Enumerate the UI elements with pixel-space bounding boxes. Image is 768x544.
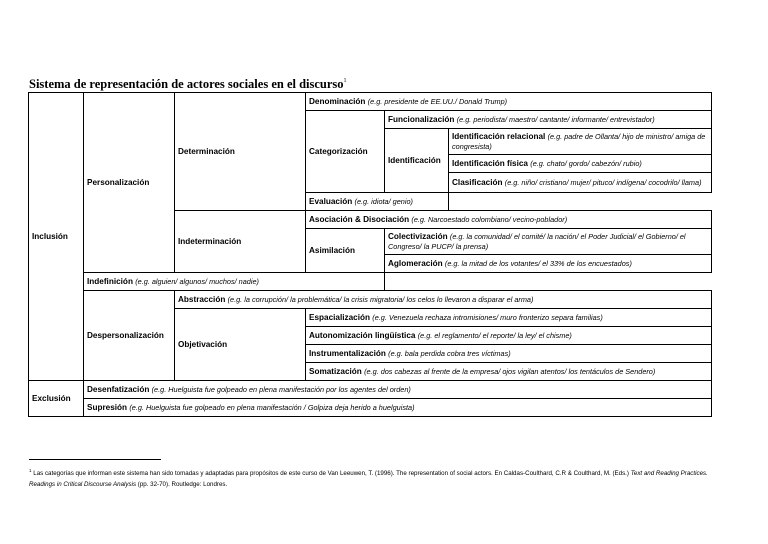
example: (e.g. Venezuela rechaza intromisiones/ muro fronterizo separa familias)	[372, 312, 603, 322]
cell-aglomeracion	[385, 255, 712, 273]
term: Somatización	[309, 366, 362, 376]
term: Indefinición	[87, 276, 133, 286]
example: (e.g. Huelguista fue golpeado en plena manifestación / Golpiza deja herido a huelguista)	[129, 402, 415, 412]
example: (e.g. presidente de EE.UU./ Donald Trump)	[367, 96, 508, 106]
term: Funcionalización	[388, 114, 455, 124]
term: Abstracción	[178, 294, 226, 304]
cell-indefinicion	[84, 273, 385, 291]
cell-denominacion	[306, 93, 712, 111]
cell-clasificacion	[449, 173, 712, 193]
cell-funcionalizacion	[385, 111, 712, 129]
title-text: Sistema de representación de actores sociales en el discurso	[29, 77, 344, 91]
term: Espacialización	[309, 312, 370, 322]
cell-instrumentalizacion	[306, 345, 712, 363]
example: (e.g. chato/ gordo/ cabezón/ rubio)	[530, 158, 642, 168]
cell-desenfatizacion	[84, 381, 712, 399]
cell-supresion	[84, 399, 712, 417]
example: (e.g. dos cabezas al frente de la empresa/ ojos vigilan atentos/ los tentáculos de Sendero)	[364, 366, 656, 376]
cell-espacializacion	[306, 309, 712, 327]
term: Evaluación	[309, 196, 353, 206]
footnote-text: Las categorías que informan este sistema han sido tomadas y adaptadas para propósitos de este curso de Van Leeuwen, T. (1996). The representation of social actors. En Caldas-Coulthard, C.R & Coulthard, M. (Eds.)	[33, 470, 629, 477]
footnote-rule	[29, 459, 161, 460]
example: (e.g. alguien/ algunos/ muchos/ nadie)	[135, 276, 259, 286]
cell-personalizacion: Personalización	[84, 93, 175, 273]
cell-asimilacion: Asimilación	[306, 229, 385, 273]
footnote-pages: (pp. 32-70). Routledge: Londres.	[137, 481, 228, 488]
example: (e.g. idiota/ genio)	[354, 196, 413, 206]
term: Instrumentalización	[309, 348, 386, 358]
term: Asociación & Disociación	[309, 214, 410, 224]
term: Aglomeración	[388, 258, 443, 268]
table-row	[29, 399, 712, 417]
example: (e.g. periodista/ maestro/ cantante/ informante/ entrevistador)	[456, 114, 655, 124]
title-footnote-mark: 1	[343, 78, 347, 84]
term: Denominación	[309, 96, 366, 106]
term: Autonomización lingüística	[309, 330, 416, 340]
example: (e.g. la comunidad/ el comité/ la nación/ el Poder Judicial/ el Gobierno/ el Congreso/ la PUCP/ la prensa)	[388, 231, 686, 251]
term: Supresión	[87, 402, 128, 412]
table-row	[29, 93, 712, 111]
cell-inclusion: Inclusión	[29, 93, 84, 381]
cell-asociacion	[306, 211, 712, 229]
cell-identificacion: Identificación	[385, 129, 449, 193]
term: Colectivización	[388, 231, 448, 241]
cell-despersonalizacion: Despersonalización	[84, 291, 175, 381]
footnote-book: Text and Reading Practices. Readings in Critical Discourse Analysis	[29, 470, 708, 488]
cell-exclusion: Exclusión	[29, 381, 84, 417]
actors-table	[28, 92, 712, 417]
cell-autonomizacion	[306, 327, 712, 345]
table-row	[29, 291, 712, 309]
cell-categorizacion: Categorización	[306, 111, 385, 193]
example: (e.g. el reglamento/ el reporte/ la ley/ el chisme)	[417, 330, 572, 340]
example: (e.g. Narcoestado colombiano/ vecino-poblador)	[411, 214, 568, 224]
term: Identificación relacional	[452, 131, 546, 141]
table-title	[29, 77, 347, 92]
cell-determinacion: Determinación	[175, 93, 306, 211]
example: (e.g. la corrupción/ la problemática/ la crisis migratoria/ los celos lo llevaron a disparar el arma)	[227, 294, 534, 304]
footnote	[29, 465, 719, 490]
cell-objetivacion: Objetivación	[175, 309, 306, 381]
cell-colectivizacion	[385, 229, 712, 255]
cell-ident-fisica	[449, 155, 712, 173]
cell-indeterminacion: Indeterminación	[175, 211, 306, 273]
cell-evaluacion	[306, 193, 449, 211]
table-row	[29, 273, 712, 291]
example: (e.g. bala perdida cobra tres víctimas)	[388, 348, 511, 358]
term: Identificación física	[452, 158, 528, 168]
example: (e.g. la mitad de los votantes/ el 33% de los encuestados)	[444, 258, 632, 268]
example: (e.g. padre de Ollanta/ hijo de ministro/ amiga de congresista)	[452, 131, 706, 151]
term: Clasificación	[452, 177, 503, 187]
footnote-mark: 1	[29, 468, 32, 473]
cell-abstraccion	[175, 291, 712, 309]
cell-somatizacion	[306, 363, 712, 381]
example: (e.g. niño/ cristiano/ mujer/ pituco/ indígena/ cocodrilo/ llama)	[504, 177, 702, 187]
term: Desenfatización	[87, 384, 150, 394]
example: (e.g. Huelguista fue golpeado en plena manifestación por los agentes del orden)	[151, 384, 411, 394]
cell-ident-relacional	[449, 129, 712, 155]
table-row	[29, 381, 712, 399]
